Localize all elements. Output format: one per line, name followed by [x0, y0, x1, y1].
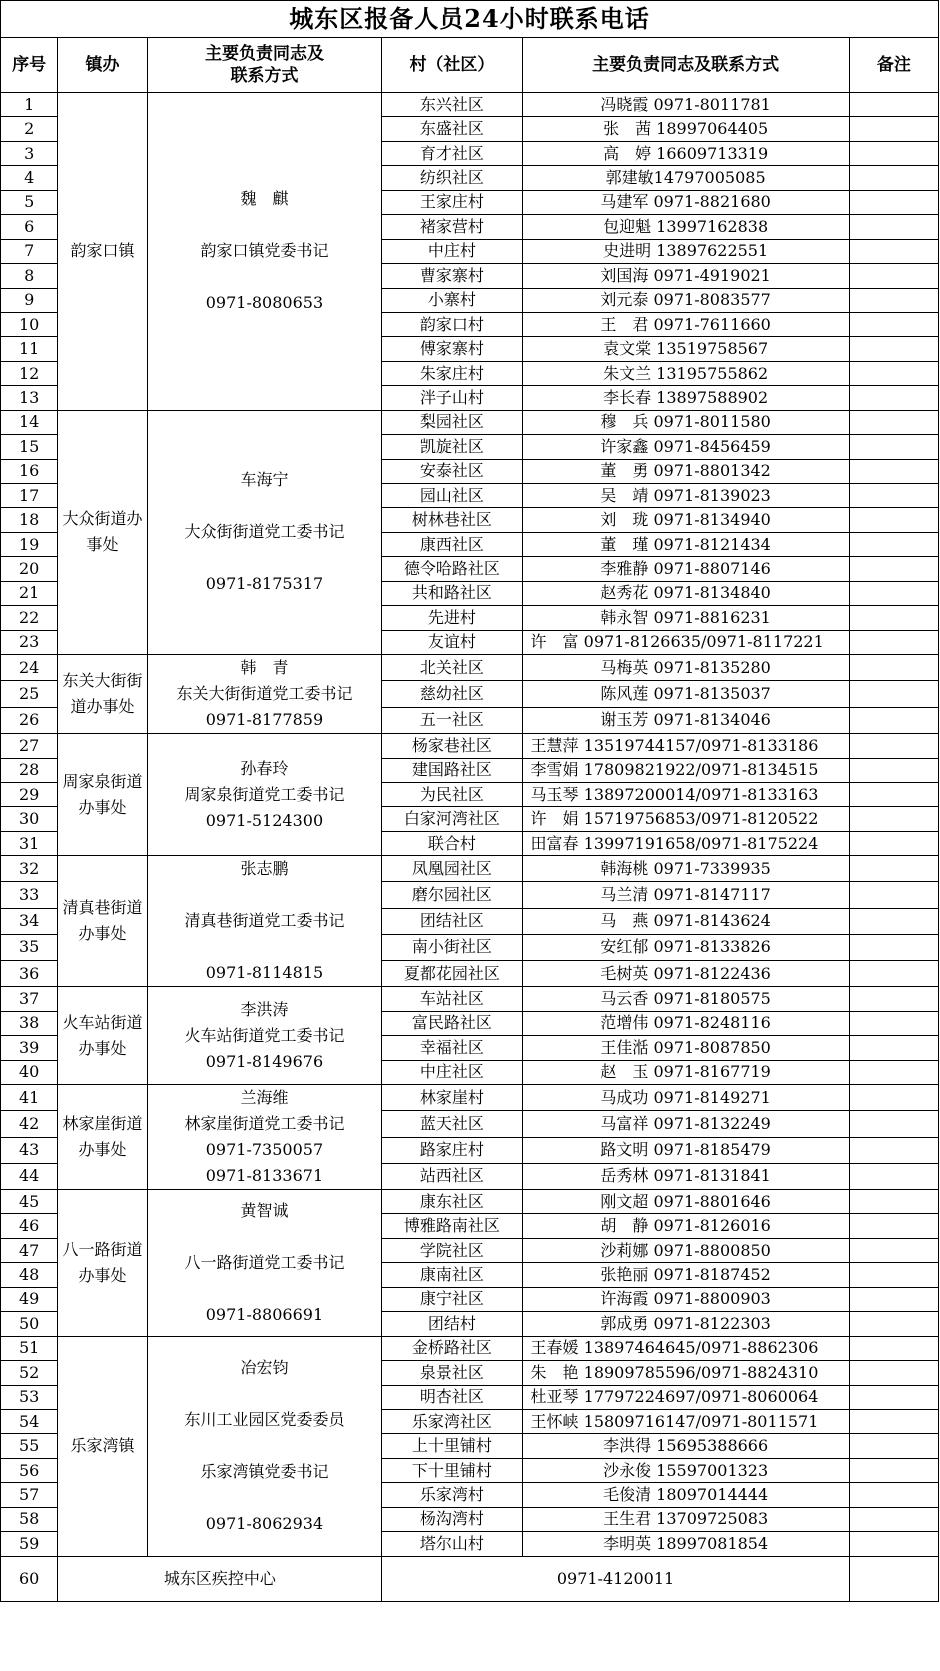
- footer-seq: 60: [1, 1556, 58, 1601]
- village-name: 五一社区: [382, 707, 522, 733]
- village-name: 明杏社区: [382, 1385, 522, 1409]
- village-contact: 马成功 0971-8149271: [522, 1085, 849, 1111]
- village-contact: 郭成勇 0971-8122303: [522, 1312, 849, 1336]
- village-name: 南小街社区: [382, 934, 522, 960]
- village-name: 磨尔园社区: [382, 882, 522, 908]
- village-contact: 许海霞 0971-8800903: [522, 1287, 849, 1311]
- row-note: [849, 1163, 938, 1189]
- row-seq: 30: [1, 807, 58, 831]
- village-name: 林家崖村: [382, 1085, 522, 1111]
- row-seq: 44: [1, 1163, 58, 1189]
- village-contact: 刘元泰 0971-8083577: [522, 288, 849, 312]
- row-note: [849, 1483, 938, 1507]
- village-contact: 赵秀花 0971-8134840: [522, 581, 849, 605]
- village-contact: 王生君 13709725083: [522, 1507, 849, 1531]
- village-contact: 李洪得 15695388666: [522, 1434, 849, 1458]
- row-seq: 47: [1, 1238, 58, 1262]
- town-name: 八一路街道办事处: [58, 1190, 147, 1337]
- village-contact: 冯晓霞 0971-8011781: [522, 93, 849, 117]
- row-seq: 17: [1, 484, 58, 508]
- header-contact: 主要负责同志及联系方式: [522, 38, 849, 93]
- row-seq: 15: [1, 435, 58, 459]
- row-note: [849, 1532, 938, 1556]
- header-seq: 序号: [1, 38, 58, 93]
- row-note: [849, 856, 938, 882]
- row-note: [849, 361, 938, 385]
- village-contact: 马云香 0971-8180575: [522, 987, 849, 1011]
- row-seq: 37: [1, 987, 58, 1011]
- row-note: [849, 532, 938, 556]
- row-seq: 10: [1, 312, 58, 336]
- town-name: 东关大街街道办事处: [58, 655, 147, 734]
- village-name: 联合村: [382, 831, 522, 855]
- village-contact: 毛树英 0971-8122436: [522, 961, 849, 987]
- village-contact: 李长春 13897588902: [522, 386, 849, 410]
- village-name: 康东社区: [382, 1190, 522, 1214]
- table-row: [1, 1336, 939, 1360]
- table-row: [1, 1085, 939, 1111]
- table-row: [1, 734, 939, 758]
- village-name: 团结社区: [382, 908, 522, 934]
- village-name: 蓝天社区: [382, 1111, 522, 1137]
- row-seq: 12: [1, 361, 58, 385]
- row-seq: 51: [1, 1336, 58, 1360]
- leader-info: 韩 青 东关大街街道党工委书记 0971-8177859: [147, 655, 382, 734]
- village-contact: 刚文超 0971-8801646: [522, 1190, 849, 1214]
- row-seq: 8: [1, 264, 58, 288]
- row-seq: 31: [1, 831, 58, 855]
- village-contact: 沙永俊 15597001323: [522, 1458, 849, 1482]
- row-seq: 4: [1, 166, 58, 190]
- row-seq: 38: [1, 1011, 58, 1035]
- row-seq: 50: [1, 1312, 58, 1336]
- row-seq: 9: [1, 288, 58, 312]
- row-seq: 28: [1, 758, 58, 782]
- row-note: [849, 1361, 938, 1385]
- row-note: [849, 1385, 938, 1409]
- village-contact: 李雅静 0971-8807146: [522, 557, 849, 581]
- village-name: 褚家营村: [382, 215, 522, 239]
- town-name: 火车站街道办事处: [58, 987, 147, 1085]
- row-note: [849, 1085, 938, 1111]
- row-seq: 59: [1, 1532, 58, 1556]
- row-seq: 52: [1, 1361, 58, 1385]
- row-note: [849, 1111, 938, 1137]
- village-name: 上十里铺村: [382, 1434, 522, 1458]
- village-contact: 王春媛 13897464645/0971-8862306: [522, 1336, 849, 1360]
- village-name: 富民路社区: [382, 1011, 522, 1035]
- village-contact: 王慧萍 13519744157/0971-8133186: [522, 734, 849, 758]
- row-note: [849, 581, 938, 605]
- village-contact: 王怀峡 15809716147/0971-8011571: [522, 1409, 849, 1433]
- row-note: [849, 215, 938, 239]
- table-row: [1, 655, 939, 681]
- row-seq: 22: [1, 606, 58, 630]
- village-name: 乐家湾社区: [382, 1409, 522, 1433]
- footer-note: [849, 1556, 938, 1601]
- row-seq: 34: [1, 908, 58, 934]
- village-name: 凯旋社区: [382, 435, 522, 459]
- village-contact: 范增伟 0971-8248116: [522, 1011, 849, 1035]
- row-note: [849, 606, 938, 630]
- village-contact: 刘 珑 0971-8134940: [522, 508, 849, 532]
- village-contact: 许家鑫 0971-8456459: [522, 435, 849, 459]
- village-name: 园山社区: [382, 484, 522, 508]
- row-seq: 26: [1, 707, 58, 733]
- village-contact: 朱文兰 13195755862: [522, 361, 849, 385]
- row-note: [849, 1507, 938, 1531]
- village-contact: 赵 玉 0971-8167719: [522, 1060, 849, 1084]
- village-contact: 马玉琴 13897200014/0971-8133163: [522, 782, 849, 806]
- row-note: [849, 1312, 938, 1336]
- row-seq: 7: [1, 239, 58, 263]
- village-name: 站西社区: [382, 1163, 522, 1189]
- table-row: [1, 1190, 939, 1214]
- row-note: [849, 1458, 938, 1482]
- leader-info: 冶宏钧 东川工业园区党委委员 乐家湾镇党委书记 0971-8062934: [147, 1336, 382, 1556]
- village-contact: 许 娟 15719756853/0971-8120522: [522, 807, 849, 831]
- row-note: [849, 557, 938, 581]
- row-seq: 56: [1, 1458, 58, 1482]
- leader-info: 张志鹏 清真巷街道党工委书记 0971-8114815: [147, 856, 382, 987]
- village-name: 杨家巷社区: [382, 734, 522, 758]
- row-seq: 39: [1, 1036, 58, 1060]
- village-name: 育才社区: [382, 141, 522, 165]
- village-contact: 张艳丽 0971-8187452: [522, 1263, 849, 1287]
- row-seq: 45: [1, 1190, 58, 1214]
- village-name: 友谊村: [382, 630, 522, 654]
- row-note: [849, 831, 938, 855]
- village-contact: 田富春 13997191658/0971-8175224: [522, 831, 849, 855]
- village-name: 金桥路社区: [382, 1336, 522, 1360]
- row-note: [849, 1287, 938, 1311]
- row-seq: 25: [1, 681, 58, 707]
- table-row: [1, 987, 939, 1011]
- village-name: 北关社区: [382, 655, 522, 681]
- village-name: 先进村: [382, 606, 522, 630]
- row-note: [849, 934, 938, 960]
- village-contact: 高 婷 16609713319: [522, 141, 849, 165]
- row-seq: 24: [1, 655, 58, 681]
- village-name: 慈幼社区: [382, 681, 522, 707]
- village-contact: 刘国海 0971-4919021: [522, 264, 849, 288]
- row-seq: 23: [1, 630, 58, 654]
- village-name: 小寨村: [382, 288, 522, 312]
- village-contact: 胡 静 0971-8126016: [522, 1214, 849, 1238]
- row-note: [849, 288, 938, 312]
- row-note: [849, 782, 938, 806]
- village-name: 傅家寨村: [382, 337, 522, 361]
- village-name: 学院社区: [382, 1238, 522, 1262]
- village-name: 中庄村: [382, 239, 522, 263]
- row-seq: 3: [1, 141, 58, 165]
- leader-info: 黄智诚 八一路街道党工委书记 0971-8806691: [147, 1190, 382, 1337]
- leader-info: 车海宁 大众街街道党工委书记 0971-8175317: [147, 410, 382, 654]
- village-name: 为民社区: [382, 782, 522, 806]
- row-seq: 21: [1, 581, 58, 605]
- village-contact: 张 茜 18997064405: [522, 117, 849, 141]
- village-contact: 许 富 0971-8126635/0971-8117221: [522, 630, 849, 654]
- header-town: 镇办: [58, 38, 147, 93]
- village-contact: 朱 艳 18909785596/0971-8824310: [522, 1361, 849, 1385]
- row-note: [849, 508, 938, 532]
- row-note: [849, 655, 938, 681]
- row-note: [849, 1434, 938, 1458]
- row-seq: 14: [1, 410, 58, 434]
- row-note: [849, 141, 938, 165]
- town-name: 乐家湾镇: [58, 1336, 147, 1556]
- village-contact: 马建军 0971-8821680: [522, 190, 849, 214]
- row-note: [849, 1263, 938, 1287]
- row-note: [849, 264, 938, 288]
- village-name: 团结村: [382, 1312, 522, 1336]
- village-name: 杨沟湾村: [382, 1507, 522, 1531]
- village-name: 安泰社区: [382, 459, 522, 483]
- village-name: 东盛社区: [382, 117, 522, 141]
- village-name: 塔尔山村: [382, 1532, 522, 1556]
- footer-row: [1, 1556, 939, 1601]
- village-name: 韵家口村: [382, 312, 522, 336]
- row-note: [849, 190, 938, 214]
- village-contact: 李明英 18997081854: [522, 1532, 849, 1556]
- row-note: [849, 410, 938, 434]
- row-note: [849, 987, 938, 1011]
- sheet-title: 城东区报备人员24小时联系电话: [1, 1, 939, 38]
- row-note: [849, 435, 938, 459]
- village-name: 王家庄村: [382, 190, 522, 214]
- village-name: 乐家湾村: [382, 1483, 522, 1507]
- village-name: 共和路社区: [382, 581, 522, 605]
- row-note: [849, 484, 938, 508]
- village-contact: 马 燕 0971-8143624: [522, 908, 849, 934]
- row-seq: 13: [1, 386, 58, 410]
- village-name: 康南社区: [382, 1263, 522, 1287]
- village-contact: 王 君 0971-7611660: [522, 312, 849, 336]
- village-name: 树林巷社区: [382, 508, 522, 532]
- footer-org: 城东区疾控中心: [58, 1556, 382, 1601]
- row-seq: 20: [1, 557, 58, 581]
- row-seq: 43: [1, 1137, 58, 1163]
- row-seq: 41: [1, 1085, 58, 1111]
- header-row: [1, 38, 939, 93]
- row-note: [849, 1238, 938, 1262]
- row-note: [849, 459, 938, 483]
- village-name: 凤凰园社区: [382, 856, 522, 882]
- table-row: [1, 410, 939, 434]
- village-contact: 包迎魁 13997162838: [522, 215, 849, 239]
- row-seq: 16: [1, 459, 58, 483]
- village-name: 夏都花园社区: [382, 961, 522, 987]
- header-leader-line2: 联系方式: [230, 66, 299, 86]
- village-contact: 岳秀林 0971-8131841: [522, 1163, 849, 1189]
- row-note: [849, 239, 938, 263]
- row-note: [849, 1409, 938, 1433]
- village-contact: 王佳湉 0971-8087850: [522, 1036, 849, 1060]
- village-contact: 郭建敏14797005085: [522, 166, 849, 190]
- village-name: 泉景社区: [382, 1361, 522, 1385]
- header-note: 备注: [849, 38, 938, 93]
- village-contact: 吴 靖 0971-8139023: [522, 484, 849, 508]
- village-name: 路家庄村: [382, 1137, 522, 1163]
- village-name: 泮子山村: [382, 386, 522, 410]
- village-contact: 马富祥 0971-8132249: [522, 1111, 849, 1137]
- leader-info: 魏 麒 韵家口镇党委书记 0971-8080653: [147, 93, 382, 411]
- header-leader-line1: 主要负责同志及: [204, 44, 324, 64]
- village-name: 中庄社区: [382, 1060, 522, 1084]
- row-seq: 6: [1, 215, 58, 239]
- village-name: 德令哈路社区: [382, 557, 522, 581]
- table-row: [1, 93, 939, 117]
- row-note: [849, 312, 938, 336]
- village-name: 康宁社区: [382, 1287, 522, 1311]
- village-contact: 谢玉芳 0971-8134046: [522, 707, 849, 733]
- row-seq: 48: [1, 1263, 58, 1287]
- town-name: 韵家口镇: [58, 93, 147, 411]
- leader-info: 李洪涛 火车站街道党工委书记 0971-8149676: [147, 987, 382, 1085]
- row-seq: 40: [1, 1060, 58, 1084]
- village-name: 康西社区: [382, 532, 522, 556]
- row-note: [849, 908, 938, 934]
- row-seq: 5: [1, 190, 58, 214]
- header-leader: [147, 38, 382, 93]
- row-note: [849, 386, 938, 410]
- row-seq: 35: [1, 934, 58, 960]
- village-contact: 韩海桃 0971-7339935: [522, 856, 849, 882]
- village-name: 博雅路南社区: [382, 1214, 522, 1238]
- row-seq: 29: [1, 782, 58, 806]
- village-contact: 史进明 13897622551: [522, 239, 849, 263]
- village-contact: 董 勇 0971-8801342: [522, 459, 849, 483]
- row-seq: 32: [1, 856, 58, 882]
- row-note: [849, 1190, 938, 1214]
- row-note: [849, 1137, 938, 1163]
- header-village: 村（社区）: [382, 38, 522, 93]
- row-note: [849, 166, 938, 190]
- village-contact: 马梅英 0971-8135280: [522, 655, 849, 681]
- village-contact: 毛俊清 18097014444: [522, 1483, 849, 1507]
- row-seq: 46: [1, 1214, 58, 1238]
- row-seq: 53: [1, 1385, 58, 1409]
- town-name: 林家崖街道办事处: [58, 1085, 147, 1190]
- row-seq: 49: [1, 1287, 58, 1311]
- row-note: [849, 681, 938, 707]
- row-seq: 55: [1, 1434, 58, 1458]
- row-seq: 1: [1, 93, 58, 117]
- row-seq: 36: [1, 961, 58, 987]
- village-contact: 袁文棠 13519758567: [522, 337, 849, 361]
- row-seq: 27: [1, 734, 58, 758]
- row-note: [849, 1011, 938, 1035]
- village-contact: 韩永智 0971-8816231: [522, 606, 849, 630]
- row-seq: 19: [1, 532, 58, 556]
- village-name: 梨园社区: [382, 410, 522, 434]
- footer-phone: 0971-4120011: [382, 1556, 849, 1601]
- row-note: [849, 882, 938, 908]
- row-seq: 18: [1, 508, 58, 532]
- town-name: 周家泉街道办事处: [58, 734, 147, 856]
- village-contact: 马兰清 0971-8147117: [522, 882, 849, 908]
- village-contact: 董 瑾 0971-8121434: [522, 532, 849, 556]
- row-note: [849, 117, 938, 141]
- row-seq: 11: [1, 337, 58, 361]
- row-note: [849, 337, 938, 361]
- town-name: 大众街道办事处: [58, 410, 147, 654]
- village-contact: 李雪娟 17809821922/0971-8134515: [522, 758, 849, 782]
- village-contact: 路文明 0971-8185479: [522, 1137, 849, 1163]
- leader-info: 孙春玲 周家泉街道党工委书记 0971-5124300: [147, 734, 382, 856]
- village-name: 朱家庄村: [382, 361, 522, 385]
- row-note: [849, 93, 938, 117]
- row-seq: 54: [1, 1409, 58, 1433]
- row-seq: 58: [1, 1507, 58, 1531]
- row-note: [849, 961, 938, 987]
- row-note: [849, 807, 938, 831]
- row-note: [849, 758, 938, 782]
- row-note: [849, 1060, 938, 1084]
- town-name: 清真巷街道办事处: [58, 856, 147, 987]
- village-name: 东兴社区: [382, 93, 522, 117]
- row-note: [849, 1336, 938, 1360]
- row-seq: 33: [1, 882, 58, 908]
- row-seq: 57: [1, 1483, 58, 1507]
- row-note: [849, 734, 938, 758]
- table-row: [1, 856, 939, 882]
- village-name: 纺织社区: [382, 166, 522, 190]
- village-name: 建国路社区: [382, 758, 522, 782]
- village-name: 下十里铺村: [382, 1458, 522, 1482]
- village-contact: 杜亚琴 17797224697/0971-8060064: [522, 1385, 849, 1409]
- row-note: [849, 1036, 938, 1060]
- row-seq: 2: [1, 117, 58, 141]
- leader-info: 兰海维 林家崖街道党工委书记 0971-7350057 0971-8133671: [147, 1085, 382, 1190]
- row-note: [849, 630, 938, 654]
- village-contact: 穆 兵 0971-8011580: [522, 410, 849, 434]
- village-contact: 陈风莲 0971-8135037: [522, 681, 849, 707]
- village-name: 曹家寨村: [382, 264, 522, 288]
- village-name: 幸福社区: [382, 1036, 522, 1060]
- row-note: [849, 1214, 938, 1238]
- village-name: 白家河湾社区: [382, 807, 522, 831]
- village-name: 车站社区: [382, 987, 522, 1011]
- row-note: [849, 707, 938, 733]
- village-contact: 沙莉娜 0971-8800850: [522, 1238, 849, 1262]
- row-seq: 42: [1, 1111, 58, 1137]
- village-contact: 安红郁 0971-8133826: [522, 934, 849, 960]
